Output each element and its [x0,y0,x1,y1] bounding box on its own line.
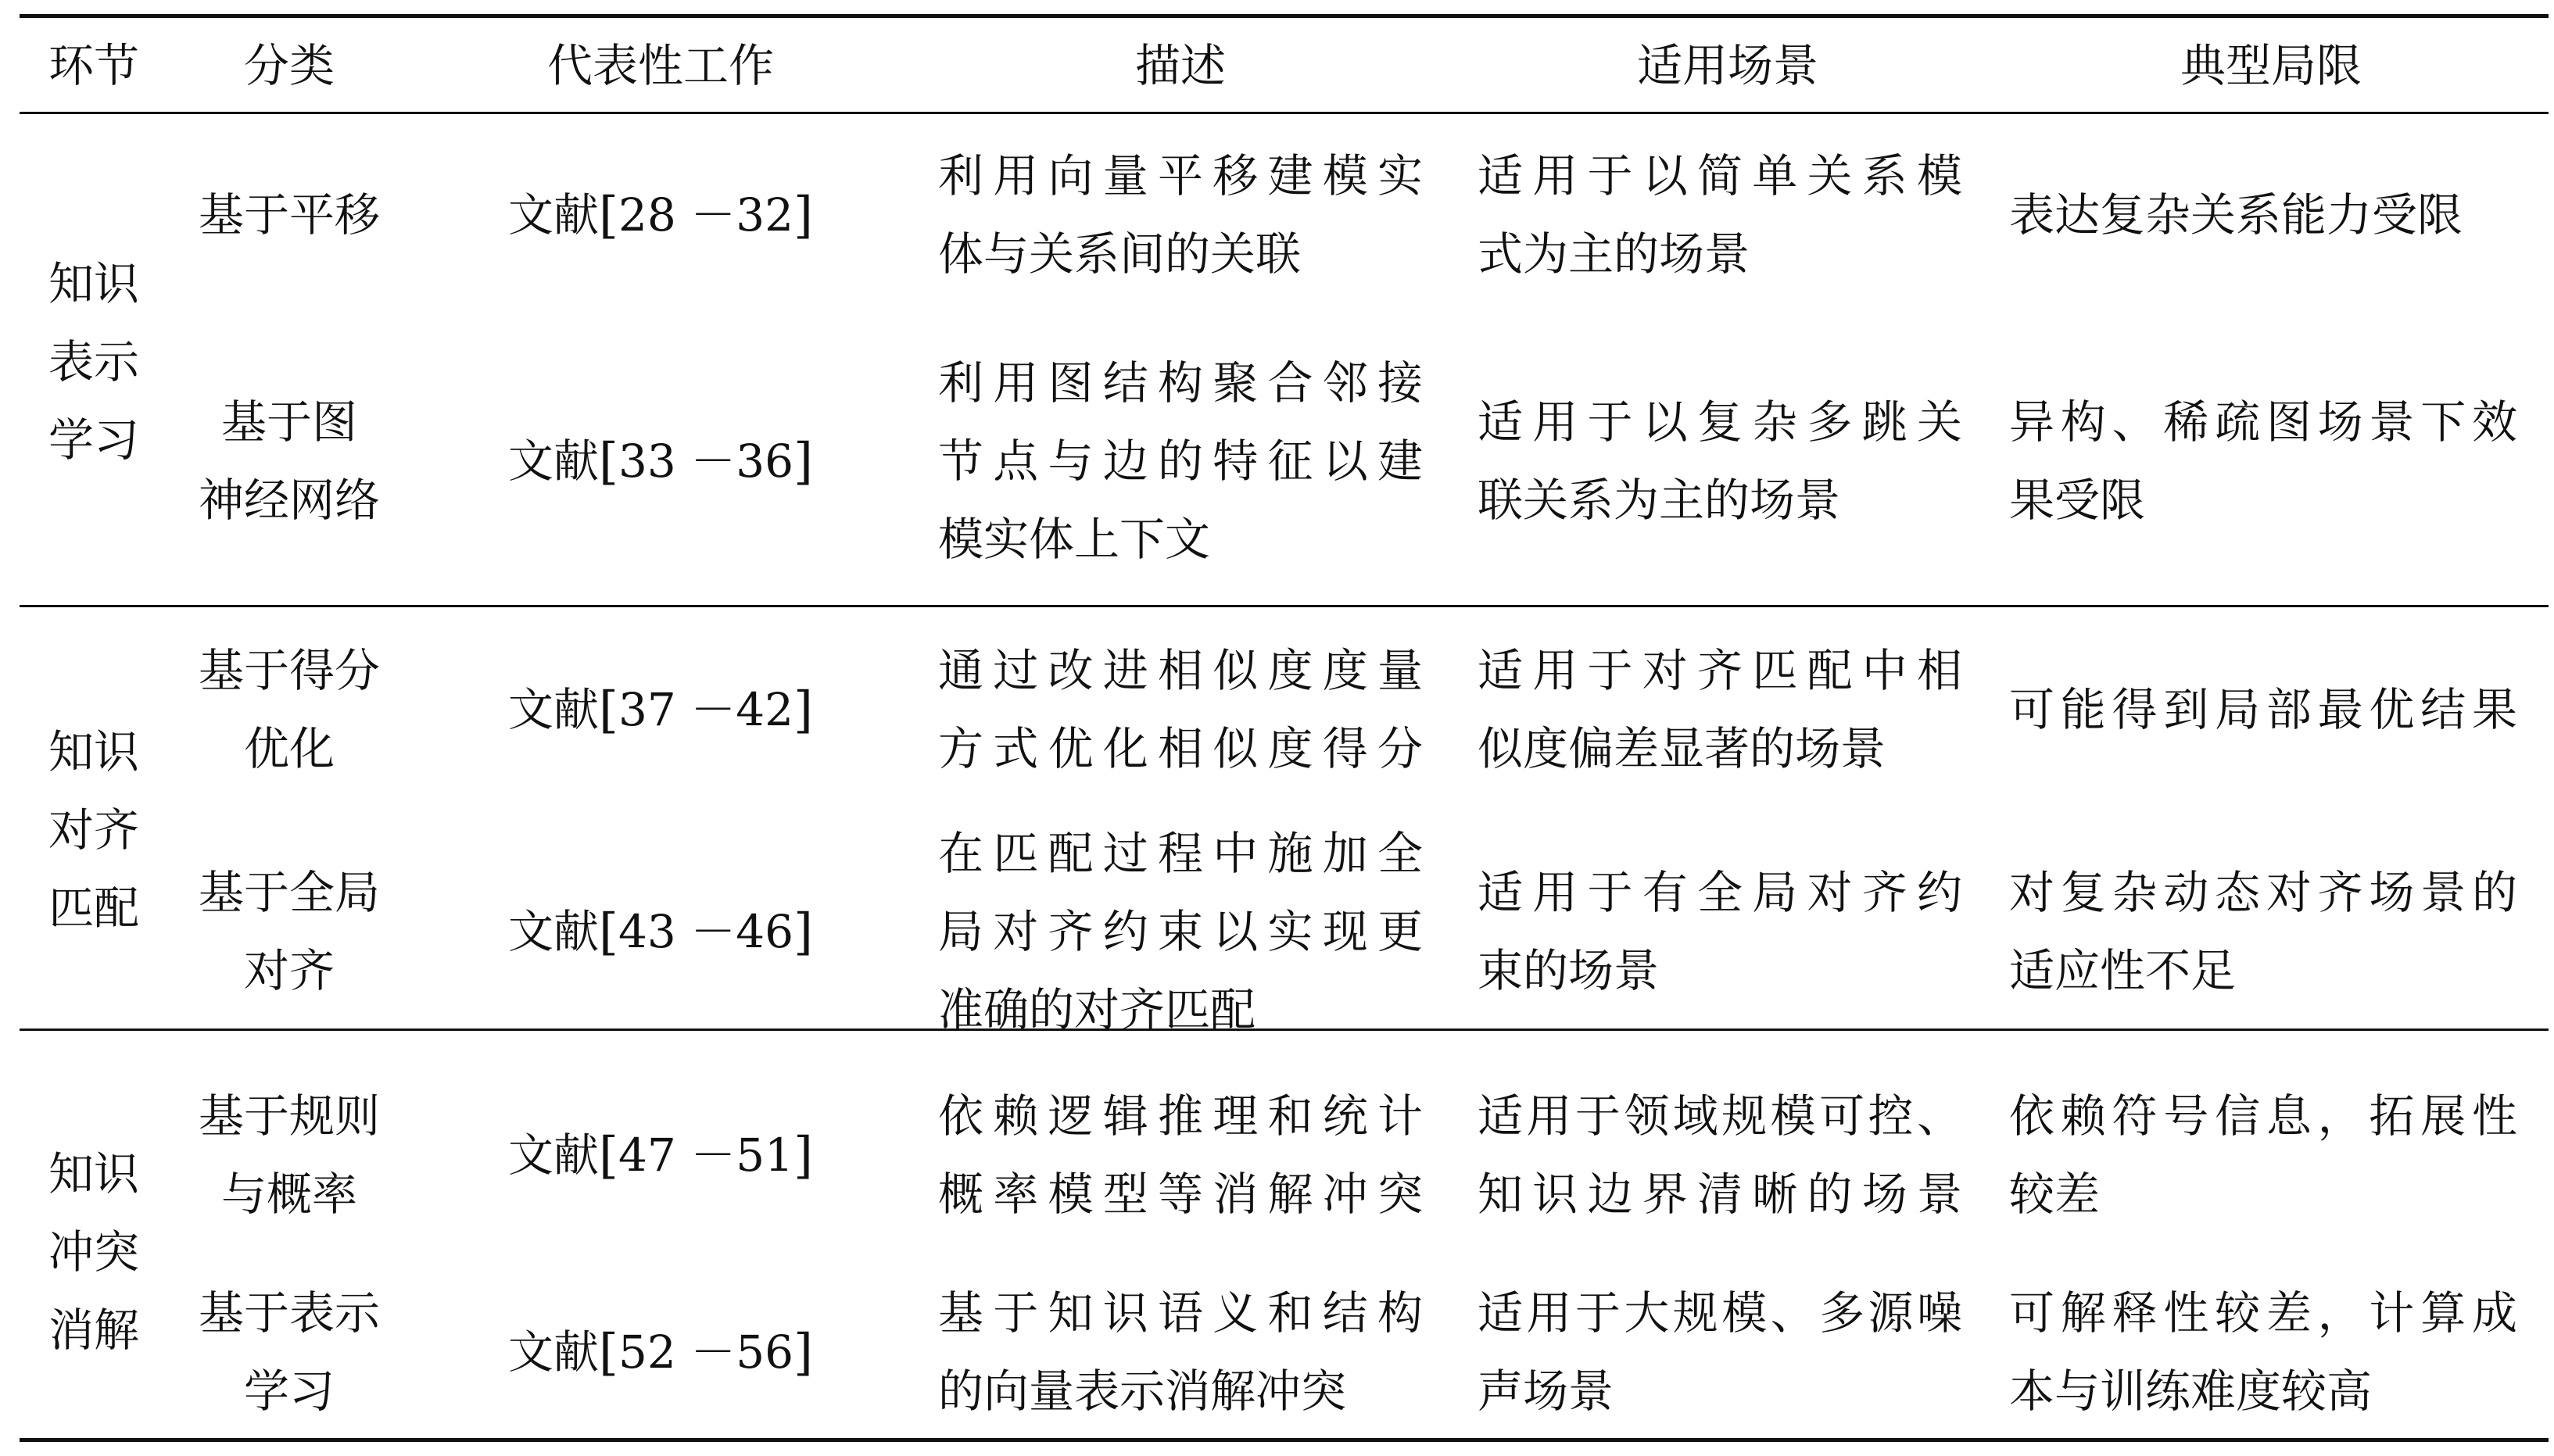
reference-prefix: 文献 [508,188,600,241]
scenario-line: 联关系为主的场景 [1478,474,1841,527]
category-cell [172,1274,407,1430]
description-line: 模实体上下文 [938,513,1211,566]
scenario-cell [1478,1274,1962,1430]
scenario-line: 似度偏差显著的场景 [1478,722,1886,775]
category-line: 学习 [243,1365,335,1418]
description-line: 体与关系间的关联 [938,227,1302,281]
stage-line: 匹配 [48,882,139,935]
left-bracket: [ [599,187,618,245]
reference-prefix: 文献 [508,435,600,488]
header-rule [20,112,2549,114]
description-line: 概率模型等消解冲突 [938,1168,1423,1221]
limitation-line: 适应性不足 [2009,944,2237,997]
category-cell [172,383,407,539]
description-cell [938,344,1423,578]
limitation-cell [2009,176,2517,254]
stage-line: 知识 [48,257,139,310]
column-header-scenario: 适用场景 [1636,39,1818,92]
limitation-cell [2009,383,2517,539]
group-divider-1 [20,605,2549,607]
limitation-line: 果受限 [2009,474,2146,527]
category-line: 与概率 [220,1168,357,1221]
description-line: 利用向量平移建模实 [938,149,1423,202]
reference-cell [493,671,829,749]
description-line: 利用图结构聚合邻接 [938,356,1423,410]
description-line: 局对齐约束以实现更 [938,905,1423,958]
right-bracket: ] [793,433,813,491]
category-line: 神经网络 [198,474,380,527]
scenario-line: 式为主的场景 [1478,227,1750,281]
category-line: 基于表示 [198,1286,380,1340]
reference-prefix: 文献 [508,683,600,736]
left-bracket: [ [599,433,618,491]
scenario-line: 适用于有全局对齐约 [1478,866,1962,919]
description-line: 的向量表示消解冲突 [938,1365,1347,1418]
category-cell [172,853,407,1010]
reference-prefix: 文献 [508,905,600,958]
stage-line: 表示 [48,335,139,388]
column-header-stage: 环节 [48,39,139,92]
scenario-line: 束的场景 [1478,944,1660,997]
stage-line: 冲突 [48,1225,139,1279]
category-line: 基于规则 [198,1089,380,1143]
reference-prefix: 文献 [508,1129,600,1182]
stage-cell [31,245,156,479]
limitation-cell [2009,1274,2517,1430]
description-cell [938,814,1423,1049]
reference-range: 52 －56 [618,1325,794,1379]
description-line: 节点与边的特征以建 [938,435,1423,488]
description-line: 在匹配过程中施加全 [938,827,1423,880]
scenario-line: 适用于对齐匹配中相 [1478,644,1962,697]
category-cell [172,1077,407,1233]
description-cell [938,1274,1423,1430]
category-line: 基于平移 [198,188,380,241]
limitation-cell [2009,671,2517,749]
limitation-cell [2009,1077,2517,1233]
column-header-description: 描述 [1134,39,1226,92]
scenario-line: 适用于以简单关系模 [1478,149,1962,202]
description-line: 依赖逻辑推理和统计 [938,1089,1423,1143]
reference-range: 47 －51 [618,1129,794,1182]
left-bracket: [ [599,681,618,739]
limitation-line: 表达复杂关系能力受限 [2009,188,2463,241]
scenario-line: 适用于以复杂多跳关 [1478,395,1962,449]
limitation-line: 较差 [2009,1168,2101,1221]
scenario-cell [1478,1077,1962,1233]
category-line: 基于得分 [198,644,380,697]
right-bracket: ] [793,1127,813,1185]
right-bracket: ] [793,1324,813,1382]
right-bracket: ] [793,187,813,245]
column-header-limitation: 典型局限 [2180,39,2362,92]
stage-line: 知识 [48,1147,139,1200]
reference-cell [493,176,829,255]
category-cell [172,631,407,788]
category-line: 基于图 [220,395,357,449]
description-cell [938,137,1423,293]
top-rule [20,14,2549,18]
scenario-line: 适用于领域规模可控、 [1478,1089,1962,1143]
reference-prefix: 文献 [508,1325,600,1379]
reference-cell [493,422,829,501]
stage-line: 知识 [48,725,139,778]
limitation-line: 可解释性较差，计算成 [2009,1286,2517,1340]
scenario-cell [1478,631,1962,788]
reference-range: 28 －32 [618,188,794,241]
description-line: 准确的对齐匹配 [938,983,1256,1036]
stage-line: 对齐 [48,803,139,857]
category-line: 优化 [243,722,335,775]
limitation-cell [2009,853,2517,1010]
stage-cell [31,1135,156,1369]
scenario-cell [1478,137,1962,293]
reference-range: 33 －36 [618,435,794,488]
reference-range: 37 －42 [618,683,794,736]
scenario-line: 适用于大规模、多源噪 [1478,1286,1962,1340]
category-line: 对齐 [243,944,335,997]
limitation-line: 可能得到局部最优结果 [2009,683,2517,736]
description-line: 方式优化相似度得分 [938,722,1423,775]
stage-cell [31,713,156,947]
category-line: 基于全局 [198,866,380,919]
limitation-line: 异构、稀疏图场景下效 [2009,395,2517,449]
description-cell [938,631,1423,788]
left-bracket: [ [599,1127,618,1185]
bottom-rule [20,1438,2549,1442]
description-line: 通过改进相似度度量 [938,644,1423,697]
right-bracket: ] [793,903,813,961]
reference-cell [493,1313,829,1392]
scenario-cell [1478,853,1962,1010]
right-bracket: ] [793,681,813,739]
reference-cell [493,1116,829,1195]
scenario-line: 声场景 [1478,1365,1614,1418]
column-header-category: 分类 [243,39,335,92]
description-line: 基于知识语义和结构 [938,1286,1423,1340]
left-bracket: [ [599,903,618,961]
column-header-work: 代表性工作 [546,39,774,92]
stage-line: 学习 [48,413,139,467]
left-bracket: [ [599,1324,618,1382]
category-cell [172,176,407,254]
limitation-line: 本与训练难度较高 [2009,1365,2373,1418]
stage-line: 消解 [48,1304,139,1357]
limitation-line: 依赖符号信息，拓展性 [2009,1089,2517,1143]
scenario-line: 知识边界清晰的场景 [1478,1168,1962,1221]
description-cell [938,1077,1423,1233]
scenario-cell [1478,383,1962,539]
limitation-line: 对复杂动态对齐场景的 [2009,866,2517,919]
reference-range: 43 －46 [618,905,794,958]
reference-cell [493,893,829,971]
